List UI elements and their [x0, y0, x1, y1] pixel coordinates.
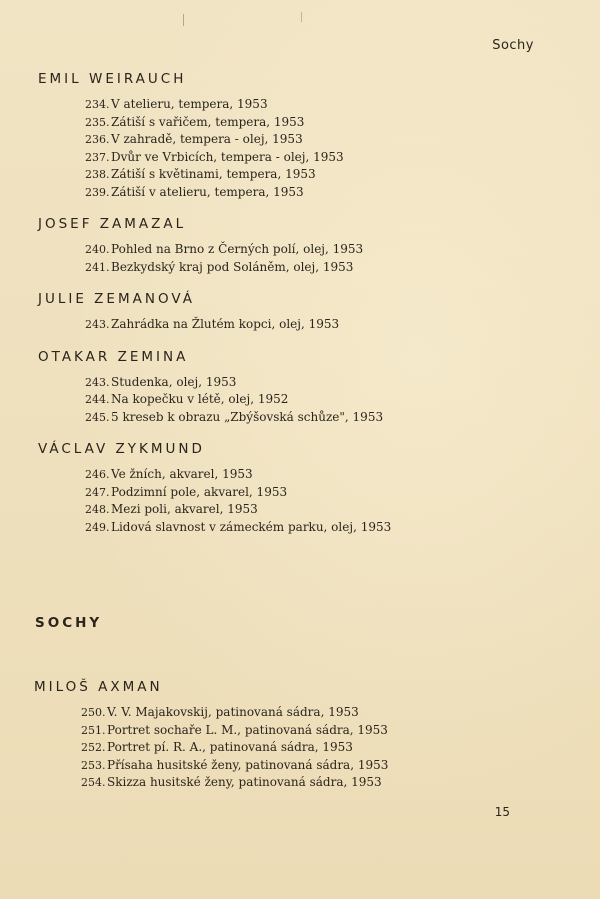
work-item [85, 409, 538, 427]
artist-section [38, 348, 538, 427]
work-number: 245. [85, 410, 110, 424]
work-item [85, 184, 538, 202]
work-description: Bezkydský kraj pod Soláněm, olej, 1953 [111, 259, 354, 274]
work-number: 244. [85, 393, 110, 406]
work-number: 250. [81, 706, 106, 719]
page-number: 15 [494, 805, 510, 819]
work-item [85, 484, 538, 502]
work-item [85, 466, 538, 484]
work-number: 248. [85, 503, 110, 516]
work-description: Lidová slavnost v zámeckém parku, olej, 1953 [111, 519, 392, 534]
work-description: Studenka, olej, 1953 [111, 374, 237, 389]
artist-section [38, 215, 538, 276]
work-description: Přísaha husitské ženy, patinovaná sádra, 1953 [107, 757, 389, 772]
work-item [85, 96, 538, 114]
work-description: Zátiší v atelieru, tempera, 1953 [111, 184, 304, 199]
work-item [85, 241, 538, 259]
work-description: Skizza husitské ženy, patinovaná sádra, 1953 [107, 775, 382, 789]
work-number: 235. [85, 115, 110, 129]
work-description: Zahrádka na Žlutém kopci, olej, 1953 [111, 317, 340, 331]
work-description: Zátiší s vařičem, tempera, 1953 [111, 114, 305, 129]
work-number: 246. [85, 468, 110, 481]
work-description: Pohled na Brno z Černých polí, olej, 1953 [111, 242, 364, 256]
artist-name: EMIL WEIRAUCH [38, 71, 187, 87]
work-number: 243. [85, 375, 110, 389]
paintings-list [38, 70, 538, 550]
work-number: 249. [85, 520, 110, 534]
artist-section [38, 70, 538, 201]
artist-section [38, 290, 538, 334]
work-number: 251. [81, 723, 106, 737]
work-item [85, 501, 538, 519]
artist-name: MILOŠ AXMAN [34, 679, 163, 695]
work-number: 253. [81, 758, 106, 772]
works-list [38, 374, 538, 427]
work-description: V. V. Majakovskij, patinovaná sádra, 1953 [107, 705, 359, 719]
artist-section [38, 440, 538, 536]
group-title-sculptures: SOCHY [35, 615, 103, 631]
work-description: V zahradě, tempera - olej, 1953 [111, 132, 303, 146]
works-list [38, 241, 538, 276]
works-list [38, 96, 538, 201]
work-number: 234. [85, 98, 110, 111]
work-number: 241. [85, 260, 110, 274]
work-number: 236. [85, 133, 110, 146]
work-number: 239. [85, 185, 110, 199]
margin-mark [183, 14, 184, 26]
work-number: 252. [81, 741, 106, 754]
work-item [85, 374, 538, 392]
sculptures-list [34, 678, 554, 806]
work-item [81, 739, 554, 757]
work-description: 5 kreseb k obrazu „Zbýšovská schůze", 1953 [111, 409, 384, 424]
works-list [38, 316, 538, 334]
work-description: V atelieru, tempera, 1953 [111, 97, 268, 111]
artist-name: JULIE ZEMANOVÁ [38, 291, 195, 307]
work-description: Ve žních, akvarel, 1953 [111, 467, 253, 481]
work-number: 254. [81, 776, 106, 789]
work-number: 238. [85, 168, 110, 181]
work-number: 247. [85, 485, 110, 499]
work-item [85, 114, 538, 132]
work-description: Portret sochaře L. M., patinovaná sádra, 1953 [107, 722, 388, 737]
artist-name: JOSEF ZAMAZAL [38, 216, 187, 232]
artist-name: OTAKAR ZEMINA [38, 348, 189, 365]
work-description: Na kopečku v létě, olej, 1952 [111, 392, 289, 406]
margin-mark [301, 12, 302, 22]
running-head: Sochy [492, 38, 534, 53]
work-number: 243. [85, 318, 110, 331]
work-item [81, 774, 554, 792]
work-item [85, 166, 538, 184]
artist-name: VÁCLAV ZYKMUND [38, 441, 205, 457]
work-description: Mezi poli, akvarel, 1953 [111, 502, 258, 516]
work-description: Portret pí. R. A., patinovaná sádra, 1953 [107, 740, 353, 754]
works-list [34, 704, 554, 792]
work-item [85, 316, 538, 334]
work-description: Zátiší s květinami, tempera, 1953 [111, 167, 316, 181]
work-item [81, 704, 554, 722]
work-item [85, 149, 538, 167]
work-item [85, 131, 538, 149]
work-item [81, 757, 554, 775]
work-description: Podzimní pole, akvarel, 1953 [111, 484, 288, 499]
work-description: Dvůr ve Vrbicích, tempera - olej, 1953 [111, 149, 344, 164]
work-item [85, 519, 538, 537]
works-list [38, 466, 538, 536]
work-number: 240. [85, 243, 110, 256]
work-item [85, 259, 538, 277]
artist-section [34, 678, 554, 792]
work-number: 237. [85, 150, 110, 164]
work-item [81, 722, 554, 740]
work-item [85, 391, 538, 409]
